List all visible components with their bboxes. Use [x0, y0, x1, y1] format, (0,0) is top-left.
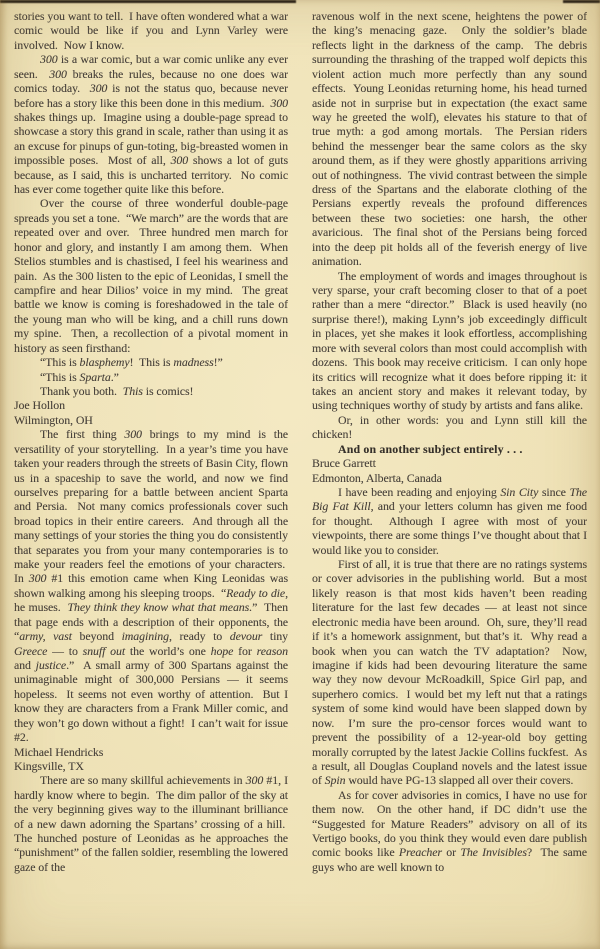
paragraph: ravenous wolf in the next scene, heightens the power of the king’s menacing gaze. Only the soldier’s blade reflects light in the darkness of the camp. The debris surrounding the thrashing of the trapped wolf depicts this violent action much more perfectly than any sound effects. Young Leonidas returning home, his head turned aside not in surprise but in expectation (the exact same way he greeted the wolf), elevates his stature to that of true myth: a god among mortals. The Persian riders behind the messenger bear the same colors as the sky around them, as if they were ghostly apparitions arriving out of nothingness. The vivid contrast between the simple dress of the Spartans and the elaborate clothing of the Persians expertly reveals the profound differences between these two societies: one harsh, the other avaricious. The final shot of the Persians being forced into the deep pit holds all of the feverish energy of live animation.	[312, 9, 587, 269]
scan-artifact-top-left	[0, 0, 296, 3]
quote-line: Thank you both. This is comics!	[40, 383, 194, 398]
paragraph: The first thing 300 brings to my mind is the versatility of your storytelling. In a year’s time you have taken your readers through the streets of Basin City, flown us in a spaceship to save the world, and now we find ourselves preparing for a battle between ancient Sparta and Persia. Not many comics professionals cover such broad topics in their entire careers. And through all the many settings of your stories the thing you do consistently that separates you from your many contemporaries is to make your readers feel the emotions of your characters. In 300 #1 this emotion came when King Leonidas was shown walking among his sleeping troops. “Ready to die, he muses. They think they know what that means.” Then that page ends with a description of their opponents, the “army, vast beyond imagining, ready to devour tiny Greece — to snuff out the world’s one hope for reason and justice.” A small army of 300 Spartans against the unimaginable might of 300,000 Persians — it seems hopeless. It seems not even worthy of attention. But I know they are characters from a Frank Miller comic, and they won’t go down without a fight! I can’t wait for issue #2.	[14, 427, 288, 745]
paragraph: I have been reading and enjoying Sin City since The Big Fat Kill, and your letters column has given me food for thought. Although I agree with most of your viewpoints, there are some things I’ve thought about that I would like you to consider.	[312, 484, 587, 557]
paragraph: First of all, it is true that there are no ratings systems or cover advisories in the publishing world. But a most likely reason is that most kids haven’t been reading literature for the last few decades — at least not since electronic media have been around. Oh, sure, they’ll read if it’s a homework assignment, but that’s it. Why read a book when you can watch the TV adaptation? Now, imagine if kids had been devouring literature the same way they now devour McRoadkill, Spice Girl pap, and superhero comics. I would bet my left nut that a ratings system of some kind would have been slapped down by now. I’m sure the pro-censor forces would want to prevent the possibility of a 12-year-old boy getting morally corrupted by the latest Jackie Collins fuckfest. As a result, all Douglas Coupland novels and the latest issue of Spin would have PG-13 slapped all over their covers.	[312, 557, 587, 788]
letter-signature: Joe Hollon Wilmington, OH	[14, 398, 93, 427]
subject-heading: And on another subject entirely . . .	[338, 441, 523, 456]
paragraph: Over the course of three wonderful double-page spreads you set a tone. “We march” are the words that are repeated over and over. Three hundred men march for honor and glory, and instantly I am among them. When Stelios stumbles and is chastised, I feel his weariness and pain. As the 300 listen to the epic of Leonidas, I smell the campfire and hear Dilios’ voice in my mind. The great battle we know is coming is foreshadowed in the tale of the young man who will be king, and a chill runs down my spine. Then, a recollection of a pivotal moment in history as seen firsthand:	[14, 196, 288, 355]
paragraph: stories you want to tell. I have often wondered what a war comic would be like if you and Lynn Varley were involved. Now I know.	[14, 9, 288, 52]
paragraph: There are so many skillful achievements in 300 #1, I hardly know where to begin. The dim pallor of the sky at the very beginning gives way to the illuminant brilliance of a new dawn adorning the Spartans’ crossing of a hill. The hunched posture of Leonidas as he approaches the “punishment” of the fallen soldier, resembling the lowered gaze of the	[14, 773, 288, 874]
column-left	[14, 9, 288, 945]
paragraph: 300 is a war comic, but a war comic unlike any ever seen. 300 breaks the rules, because no one does war comics today. 300 is not the status quo, because never before has a story like this been done in this medium. 300 shakes things up. Imagine using a double-page spread to showcase a story this grand in scale, rather than using it as an excuse for pinups of gun-toting, big-breasted women in impossible poses. Most of all, 300 shows a lot of guts because, as I said, this is uncharted territory. No comic has ever come together quite like this before.	[14, 52, 288, 197]
paragraph: As for cover advisories in comics, I have no use for them now. On the other hand, if DC didn’t use the “Suggested for Mature Readers” advisory on all of its Vertigo books, do you think they would even dare publish comic books like Preacher or The Invisibles? The same guys who are well known to	[312, 787, 587, 874]
letter-signature: Bruce Garrett Edmonton, Alberta, Canada	[312, 456, 442, 485]
paragraph: The employment of words and images throughout is very sparse, your craft becoming closer to that of a poet rather than a mere “director.” Black is used heavily (no surprise there!), making Lynn’s job exceedingly difficult in places, yet she makes it look effortless, accomplishing more with several colors than most could accomplish with dozens. This book may receive criticism. I can only hope its critics will recognize what it does before ripping it: it takes an ancient story and makes it relevant today, by using techniques worthy of study by artists and fans alike.	[312, 268, 587, 413]
quote-line: “This is Sparta.”	[40, 369, 119, 384]
scan-artifact-top-right	[563, 0, 600, 3]
column-right	[312, 9, 587, 945]
quote-line: “This is blasphemy! This is madness!”	[40, 355, 223, 370]
letter-signature: Michael Hendricks Kingsville, TX	[14, 744, 104, 773]
paragraph: Or, in other words: you and Lynn still kill the chicken!	[312, 412, 587, 442]
